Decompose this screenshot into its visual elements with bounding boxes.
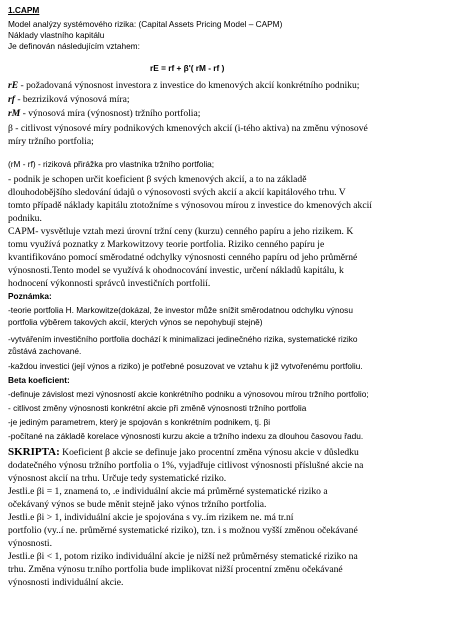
definition-rm <box>8 108 200 119</box>
paragraph-line: dlouhodobějšího sledování údajů o výnosovosti svých akcií a akcií kapitálového trhu. V <box>8 187 346 198</box>
skripta-label: SKRIPTA: <box>8 446 60 458</box>
paragraph-line: tomto případě náklady kapitálu ztotožníme s výnosovou mírou z investice do kmenových akcií <box>8 200 372 211</box>
skripta-line: Jestli.e βi < 1, potom riziko individuální akcie je nižší než průměrnésy stematické riziko na <box>8 551 358 562</box>
intro-line: Model analýzy systémového rizika: (Capital Assets Pricing Model – CAPM) <box>8 19 283 29</box>
skripta-line: Jestli.e βi > 1, individuální akcie je spojována s vy..ím rizikem ne. má tr.ní <box>8 512 294 523</box>
skripta-line: dodatečného výnosu tržního portfolia o 1%, vyjadřuje citlivost výnosnosti příslušné akcie na <box>8 460 364 471</box>
capm-formula: rE = rf + β'( rM - rf ) <box>150 63 225 73</box>
paragraph-line: tomu využívá poznatky z Markowitzovy teorie portfolia. Riziko cenného papíru je <box>8 239 325 250</box>
skripta-text: Koeficient β akcie se definuje jako procentní změna výnosu akcie v důsledku <box>59 447 359 458</box>
note-line: zůstává zachované. <box>8 346 82 356</box>
paragraph-line: výnosnosti.Tento model se využívá k ohodnocování investic, určení nákladů kapitálu, k <box>8 265 344 276</box>
intro-line: Je definován následujícím vztahem: <box>8 41 140 51</box>
beta-line: -definuje závislost mezi výnosností akcie konkrétního podniku a výnosovou mírou tržního portfolio; <box>8 389 369 399</box>
paragraph-line: - podnik je schopen určit koeficient β svých kmenových akcií, a to na základě <box>8 174 307 185</box>
note-line: -každou investici (její výnos a riziko) je potřebné posuzovat ve vztahu k již vytvořenému portfoliu. <box>8 361 363 371</box>
paragraph-line: kvantifikováno pomocí směrodatné odchylky výnosnosti cenného papíru od jeho průměrné <box>8 252 358 263</box>
skripta-line: očekávaný výnos se bude měnit stejně jako výnos tržního portfolia. <box>8 499 267 510</box>
page-heading: 1.CAPM <box>8 5 40 15</box>
definition-text: - bezriziková výnosová míra; <box>14 94 130 105</box>
beta-definition-line: míry tržního portfolia; <box>8 136 94 147</box>
skripta-line: Jestli.e βi = 1, znamená to, .e individuální akcie má průměrné systematické riziko a <box>8 486 328 497</box>
note-title: Poznámka: <box>8 291 52 301</box>
symbol: rM <box>8 108 21 119</box>
paragraph-line: hodnocení výkonnosti správců investičních portfolií. <box>8 278 211 289</box>
note-line: -vytvářením investičního portfolia dochází k minimalizaci jedinečného rizika, systematické riziko <box>8 334 358 344</box>
skripta-line <box>8 446 359 459</box>
intro-line: Náklady vlastního kapitálu <box>8 30 105 40</box>
skripta-line: výnosnost akcií na trhu. Určuje tedy systematické riziko. <box>8 473 227 484</box>
skripta-line: výnosnosti individuální akcie. <box>8 577 124 588</box>
definition-re <box>8 80 359 91</box>
paragraph-line: CAPM- vysvětluje vztah mezi úrovní tržní ceny (kurzu) cenného papíru a jeho rizikem. K <box>8 226 354 237</box>
note-line: portfolia výběrem takových akcií, kterých výnos se nepohybují stejně) <box>8 317 263 327</box>
paragraph-line: podniku. <box>8 213 42 224</box>
skripta-line: výnosnosti. <box>8 538 52 549</box>
risk-premium: (rM - rf) - riziková přirážka pro vlastníka tržního portfolia; <box>8 159 215 169</box>
definition-rf <box>8 94 130 105</box>
definition-text: - výnosová míra (výnosnost) tržního portfolia; <box>20 108 201 119</box>
beta-definition-line: β - citlivost výnosové míry podnikových kmenových akcií (i-tého aktiva) na změnu výnosové <box>8 123 368 134</box>
beta-line: - citlivost změny výnosnosti konkrétní akcie při změně výnosnosti tržního portfolia <box>8 403 307 413</box>
skripta-line: trhu. Změna výnosu tr.ního portfolia bude implikovat nižší procentní změnu očekávané <box>8 564 343 575</box>
beta-line: -je jediným parametrem, který je spojován s konkrétním podnikem, tj. βi <box>8 417 271 427</box>
beta-line: -počítané na základě korelace výnosnosti kurzu akcie a tržního indexu za dlouhou časovou řadu. <box>8 431 364 441</box>
symbol: rE <box>8 80 19 91</box>
skripta-line: portfolio (vy..í ne. průměrné systematické riziko), tzn. i s možnou vyšší změnou očekávané <box>8 525 358 536</box>
symbol: rf <box>8 94 15 105</box>
note-line: -teorie portfolia H. Markowitze(dokázal, že investor může snížit směrodatnou odchylku výnosu <box>8 305 353 315</box>
beta-title: Beta koeficient: <box>8 375 70 385</box>
definition-text: - požadovaná výnosnost investora z investice do kmenových akcií konkrétního podniku; <box>18 80 360 91</box>
